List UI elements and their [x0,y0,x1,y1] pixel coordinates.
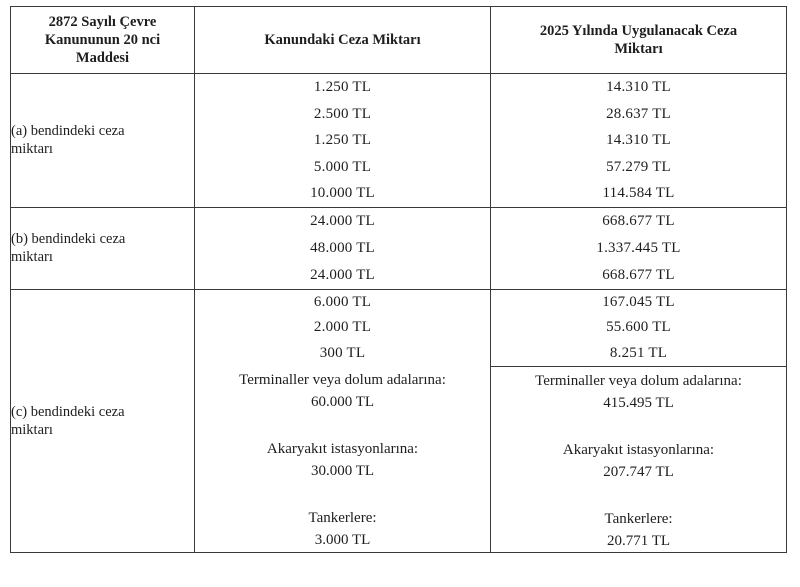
law-amount: 2.500 TL [313,105,372,122]
terminals-amount: 60.000 TL [310,394,375,411]
law-amount: 6.000 TL [313,293,372,310]
terminals-group-2025 [491,367,786,414]
section-a-law-cell [195,74,491,208]
penalty-table [10,6,787,553]
tankers-label: Tankerlere: [604,511,673,528]
amount-2025: 668.677 TL [602,212,675,229]
section-c-row [11,289,787,553]
section-b-label: (b) bendindeki ceza miktarı [11,207,195,289]
amount-2025: 8.251 TL [609,344,668,361]
tankers-amount: 3.000 TL [314,532,371,549]
section-c-law-cell [195,289,491,553]
fuel-amount: 30.000 TL [310,463,375,480]
fuel-label: Akaryakıt istasyonlarına: [266,441,419,458]
section-b-2025-cell [491,207,787,289]
amount-2025: 28.637 TL [606,105,671,122]
law-amount: 24.000 TL [310,212,375,229]
fuel-group-2025 [491,436,786,483]
amount-2025: 55.600 TL [606,319,671,336]
tankers-group-law [195,504,490,551]
amount-2025: 167.045 TL [602,293,675,310]
section-c-2025-bottom [491,367,786,552]
law-amount: 1.250 TL [313,79,372,95]
section-a-row [11,74,787,208]
fuel-group-law [195,435,490,482]
law-amount: 1.250 TL [313,132,372,149]
tankers-amount: 20.771 TL [606,533,671,550]
header-row [11,7,787,74]
section-b-law-cell [195,207,491,289]
law-amount: 300 TL [319,344,366,361]
section-c-2025-top [491,290,786,368]
header-2025-amount: 2025 Yılında Uygulanacak Ceza Miktarı [491,7,787,74]
amount-2025: 14.310 TL [606,79,671,95]
section-b-row [11,207,787,289]
law-amount: 2.000 TL [313,319,372,336]
amount-2025: 668.677 TL [602,266,675,283]
law-amount: 5.000 TL [313,158,372,175]
law-amount: 48.000 TL [310,239,375,256]
header-article: 2872 Sayılı Çevre Kanununun 20 nci Maddesi [11,7,195,74]
section-a-label: (a) bendindeki ceza miktarı [11,74,195,208]
law-amount: 10.000 TL [310,185,375,202]
law-amount: 24.000 TL [310,266,375,283]
terminals-group-law [195,366,490,413]
terminals-label: Terminaller veya dolum adalarına: [535,373,742,390]
tankers-group-2025 [491,505,786,552]
terminals-amount: 415.495 TL [603,395,674,412]
section-a-2025-cell [491,74,787,208]
section-c-label: (c) bendindeki ceza miktarı [11,289,195,553]
amount-2025: 57.279 TL [606,158,671,175]
header-law-amount: Kanundaki Ceza Miktarı [195,7,491,74]
fuel-label: Akaryakıt istasyonlarına: [562,442,715,459]
fuel-amount: 207.747 TL [603,464,674,481]
terminals-label: Terminaller veya dolum adalarına: [239,372,446,389]
section-c-2025-cell [491,289,787,553]
tankers-label: Tankerlere: [308,510,377,527]
amount-2025: 1.337.445 TL [596,239,681,256]
amount-2025: 114.584 TL [602,185,675,202]
amount-2025: 14.310 TL [606,132,671,149]
